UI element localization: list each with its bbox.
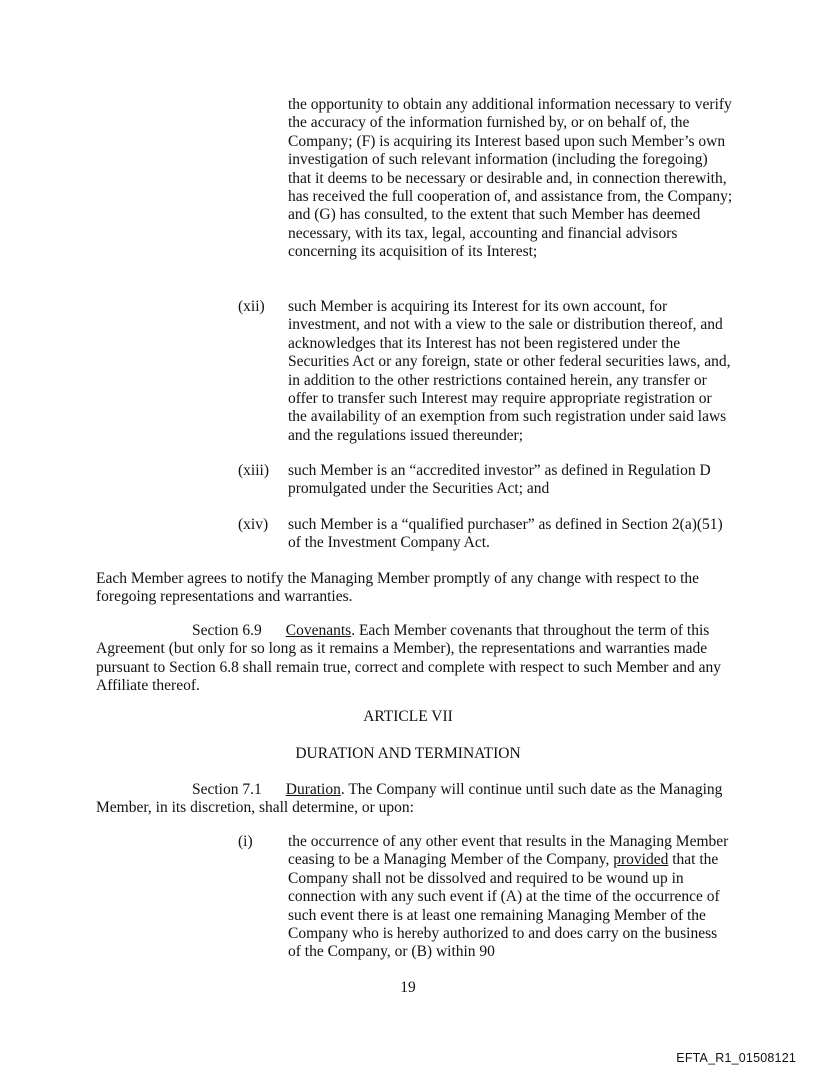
notify-paragraph: Each Member agrees to notify the Managing Member promptly of any change with respect to the foregoing representations and warranties.: [96, 570, 700, 606]
item-text: such Member is an “accredited investor” as defined in Regulation D promulgated under the Securities Act; and: [288, 462, 711, 498]
section-text: . The Company will continue until such date as the Managing Member, in its discretion, shall determine, or upon:: [96, 781, 723, 817]
item-number: (xiii): [238, 462, 269, 479]
bates-stamp: EFTA_R1_01508121: [676, 1051, 796, 1065]
section-7-1-paragraph: [96, 781, 736, 818]
page-number: 19: [400, 979, 416, 996]
item-number: (xiv): [238, 516, 269, 533]
section-heading: Covenants: [285, 622, 352, 639]
item-text: [288, 833, 733, 962]
section-text: . Each Member covenants that throughout the term of this Agreement (but only for so long as it remains a Member), the representations and warranties made pursuant to Section 6.8 shall remain true, correct and complete with respect to such Member and any Affiliate thereof.: [96, 622, 721, 695]
provided-term: provided: [613, 851, 669, 869]
article-title: ARTICLE VII: [363, 708, 453, 725]
article-subtitle: DURATION AND TERMINATION: [295, 745, 521, 762]
item-text: such Member is acquiring its Interest for its own account, for investment, and not with a view to the sale or distribution thereof, and acknowledges that its Interest has not been registered under the Securities Act or any foreign, state or other federal securities laws, and, in addition to the other restrictions contained herein, any transfer or offer to transfer such Interest may require appropriate registration or the availability of an exemption from such registration under said laws and the regulations issued thereunder;: [288, 298, 731, 444]
item-text: such Member is a “qualified purchaser” as defined in Section 2(a)(51) of the Investment Company Act.: [288, 516, 723, 552]
section-6-9-paragraph: [96, 622, 736, 696]
section-heading: Duration: [285, 781, 341, 798]
item-text-part: the occurrence of any other event that results in the Managing Member ceasing to be a Managing Member of the Company,: [288, 833, 729, 869]
item-number: (xii): [238, 298, 265, 315]
continuation-paragraph: the opportunity to obtain any additional information necessary to verify the accuracy of the information furnished by, or on behalf of, the Company; (F) is acquiring its Interest based upon such Member’s own investigation of such relevant information (including the foregoing) that it deems to be necessary or desirable and, in connection therewith, has received the full cooperation of, and assistance from, the Company; and (G) has consulted, to the extent that such Member has deemed necessary, with its tax, legal, accounting and financial advisors concerning its acquisition of its Interest;: [288, 96, 733, 261]
section-label: Section 7.1: [192, 781, 262, 798]
item-text-part: that the Company shall not be dissolved and required to be wound up in connection with any such event if (A) at the time of the occurrence of such event there is at least one remaining Managing Member of the Company who is hereby authorized to and does carry on the business of the Company, or (B) within 90: [288, 851, 720, 961]
item-number: (i): [238, 833, 253, 850]
section-label: Section 6.9: [192, 622, 262, 639]
